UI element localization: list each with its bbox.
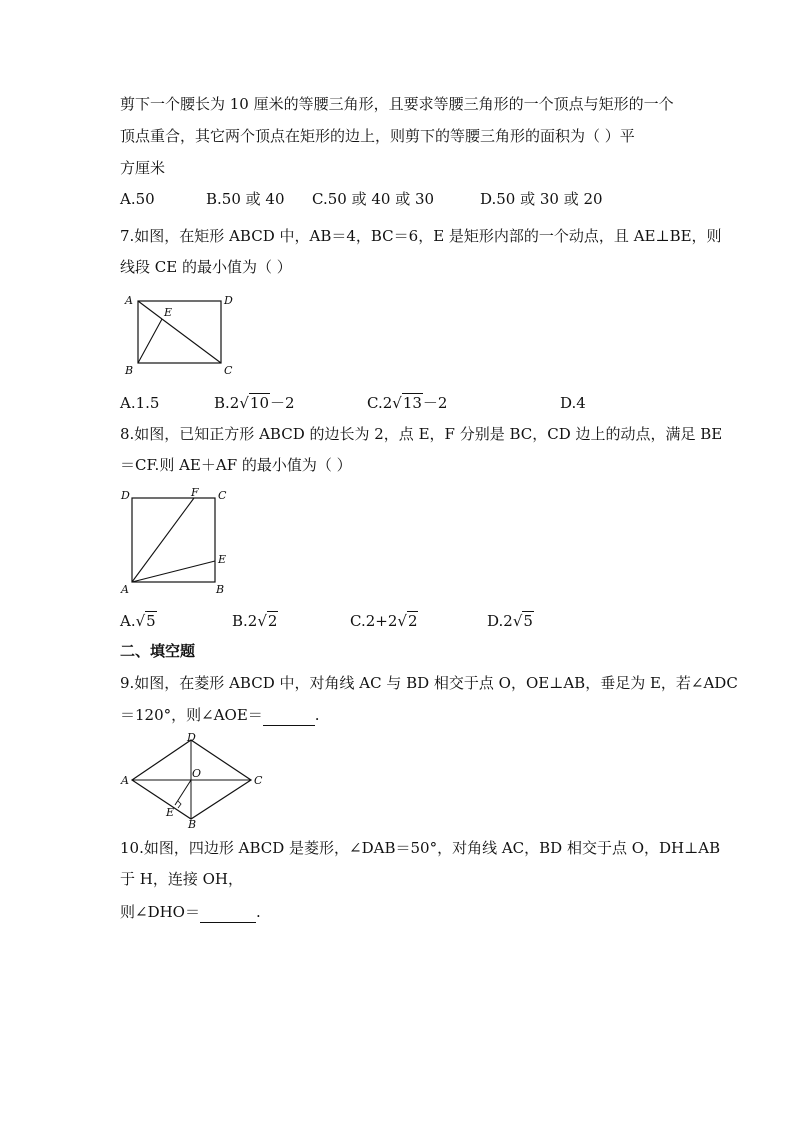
q8-segment-af: [132, 498, 194, 582]
q10-line-3: 则∠DHO＝ .: [120, 903, 261, 921]
q8-segment-ae: [132, 561, 215, 582]
q9-label-c: C: [254, 774, 263, 787]
q7-segment-ec: [162, 319, 221, 363]
q7-label-d: D: [224, 294, 233, 307]
q8-figure-square: [118, 486, 248, 598]
q9-line-1: 9.如图，在菱形 ABCD 中，对角线 AC 与 BD 相交于点 O，OE⊥AB，垂足为 E，若∠ADC: [120, 674, 738, 692]
q8-label-f: F: [191, 486, 199, 499]
q9-label-o: O: [192, 767, 202, 780]
q9-label-a: A: [121, 774, 129, 787]
sqrt-sign: √: [512, 612, 523, 630]
q8-line-1: 8.如图，已知正方形 ABCD 的边长为 2，点 E，F 分别是 BC，CD 边上的动点，满足 BE: [120, 425, 723, 443]
q8-option-a: A.√5: [120, 612, 156, 630]
q9-figure-rhombus: [118, 730, 268, 830]
q8-label-b: B: [216, 583, 225, 596]
q9-segment-oe: [175, 780, 191, 805]
q6-line-3: 方厘米: [120, 159, 166, 177]
q6-line-2: 顶点重合，其它两个顶点在矩形的边上，则剪下的等腰三角形的面积为（ ）平: [120, 127, 635, 145]
q8-label-e: E: [218, 553, 227, 566]
q6-option-b: B.50 或 40: [206, 190, 285, 208]
q6-option-a: A.50: [120, 190, 155, 208]
q7-label-b: B: [125, 364, 134, 377]
q7-option-d: D.4: [560, 394, 586, 412]
q7-segment-be: [138, 319, 162, 363]
q9-label-e: E: [166, 806, 175, 819]
q7-option-a: A.1.5: [120, 394, 160, 412]
q7-label-a: A: [125, 294, 133, 307]
q9-answer-blank: [263, 705, 315, 726]
q9-label-b: B: [188, 818, 197, 831]
q9-line-2: ＝120°，则∠AOE＝ .: [120, 706, 320, 724]
q8-line-2: ＝CF.则 AE＋AF 的最小值为（ ）: [120, 456, 352, 474]
sqrt-sign: √: [135, 612, 146, 630]
q8-label-c: C: [218, 489, 227, 502]
q8-option-c: C.2+2√2: [350, 612, 418, 630]
q6-line-1: 剪下一个腰长为 10 厘米的等腰三角形，且要求等腰三角形的一个顶点与矩形的一个: [120, 95, 674, 113]
q7-line-2: 线段 CE 的最小值为（ ）: [120, 258, 292, 276]
q10-line-2: 于 H，连接 OH，: [120, 870, 243, 888]
q10-line-1: 10.如图，四边形 ABCD 是菱形，∠DAB＝50°，对角线 AC，BD 相交于点 O，DH⊥AB: [120, 839, 721, 857]
q7-option-b: B.2√10－2: [214, 394, 295, 412]
sqrt-sign: √: [257, 612, 267, 630]
sqrt-sign: √: [392, 394, 402, 412]
q8-square-abcd: [132, 498, 215, 582]
q7-line-1: 7.如图，在矩形 ABCD 中，AB＝4，BC＝6，E 是矩形内部的一个动点，且 AE⊥BE，则: [120, 227, 722, 245]
sqrt-sign: √: [397, 612, 407, 630]
q7-figure-rectangle: [118, 292, 248, 377]
q9-right-angle-mark: [178, 801, 181, 808]
q9-label-d: D: [187, 731, 196, 744]
q7-label-e: E: [164, 306, 173, 319]
q8-option-b: B.2√2: [232, 612, 278, 630]
q10-answer-blank: [200, 902, 256, 923]
q6-option-d: D.50 或 30 或 20: [480, 190, 603, 208]
q7-option-c: C.2√13－2: [367, 394, 448, 412]
q8-option-d: D.2√5: [487, 612, 533, 630]
sqrt-sign: √: [239, 394, 249, 412]
q7-segment-ae: [138, 301, 162, 319]
section-title-fill-in: 二、填空题: [120, 642, 196, 660]
q6-option-c: C.50 或 40 或 30: [312, 190, 435, 208]
q8-label-d: D: [121, 489, 130, 502]
q7-label-c: C: [224, 364, 233, 377]
q8-label-a: A: [121, 583, 129, 596]
